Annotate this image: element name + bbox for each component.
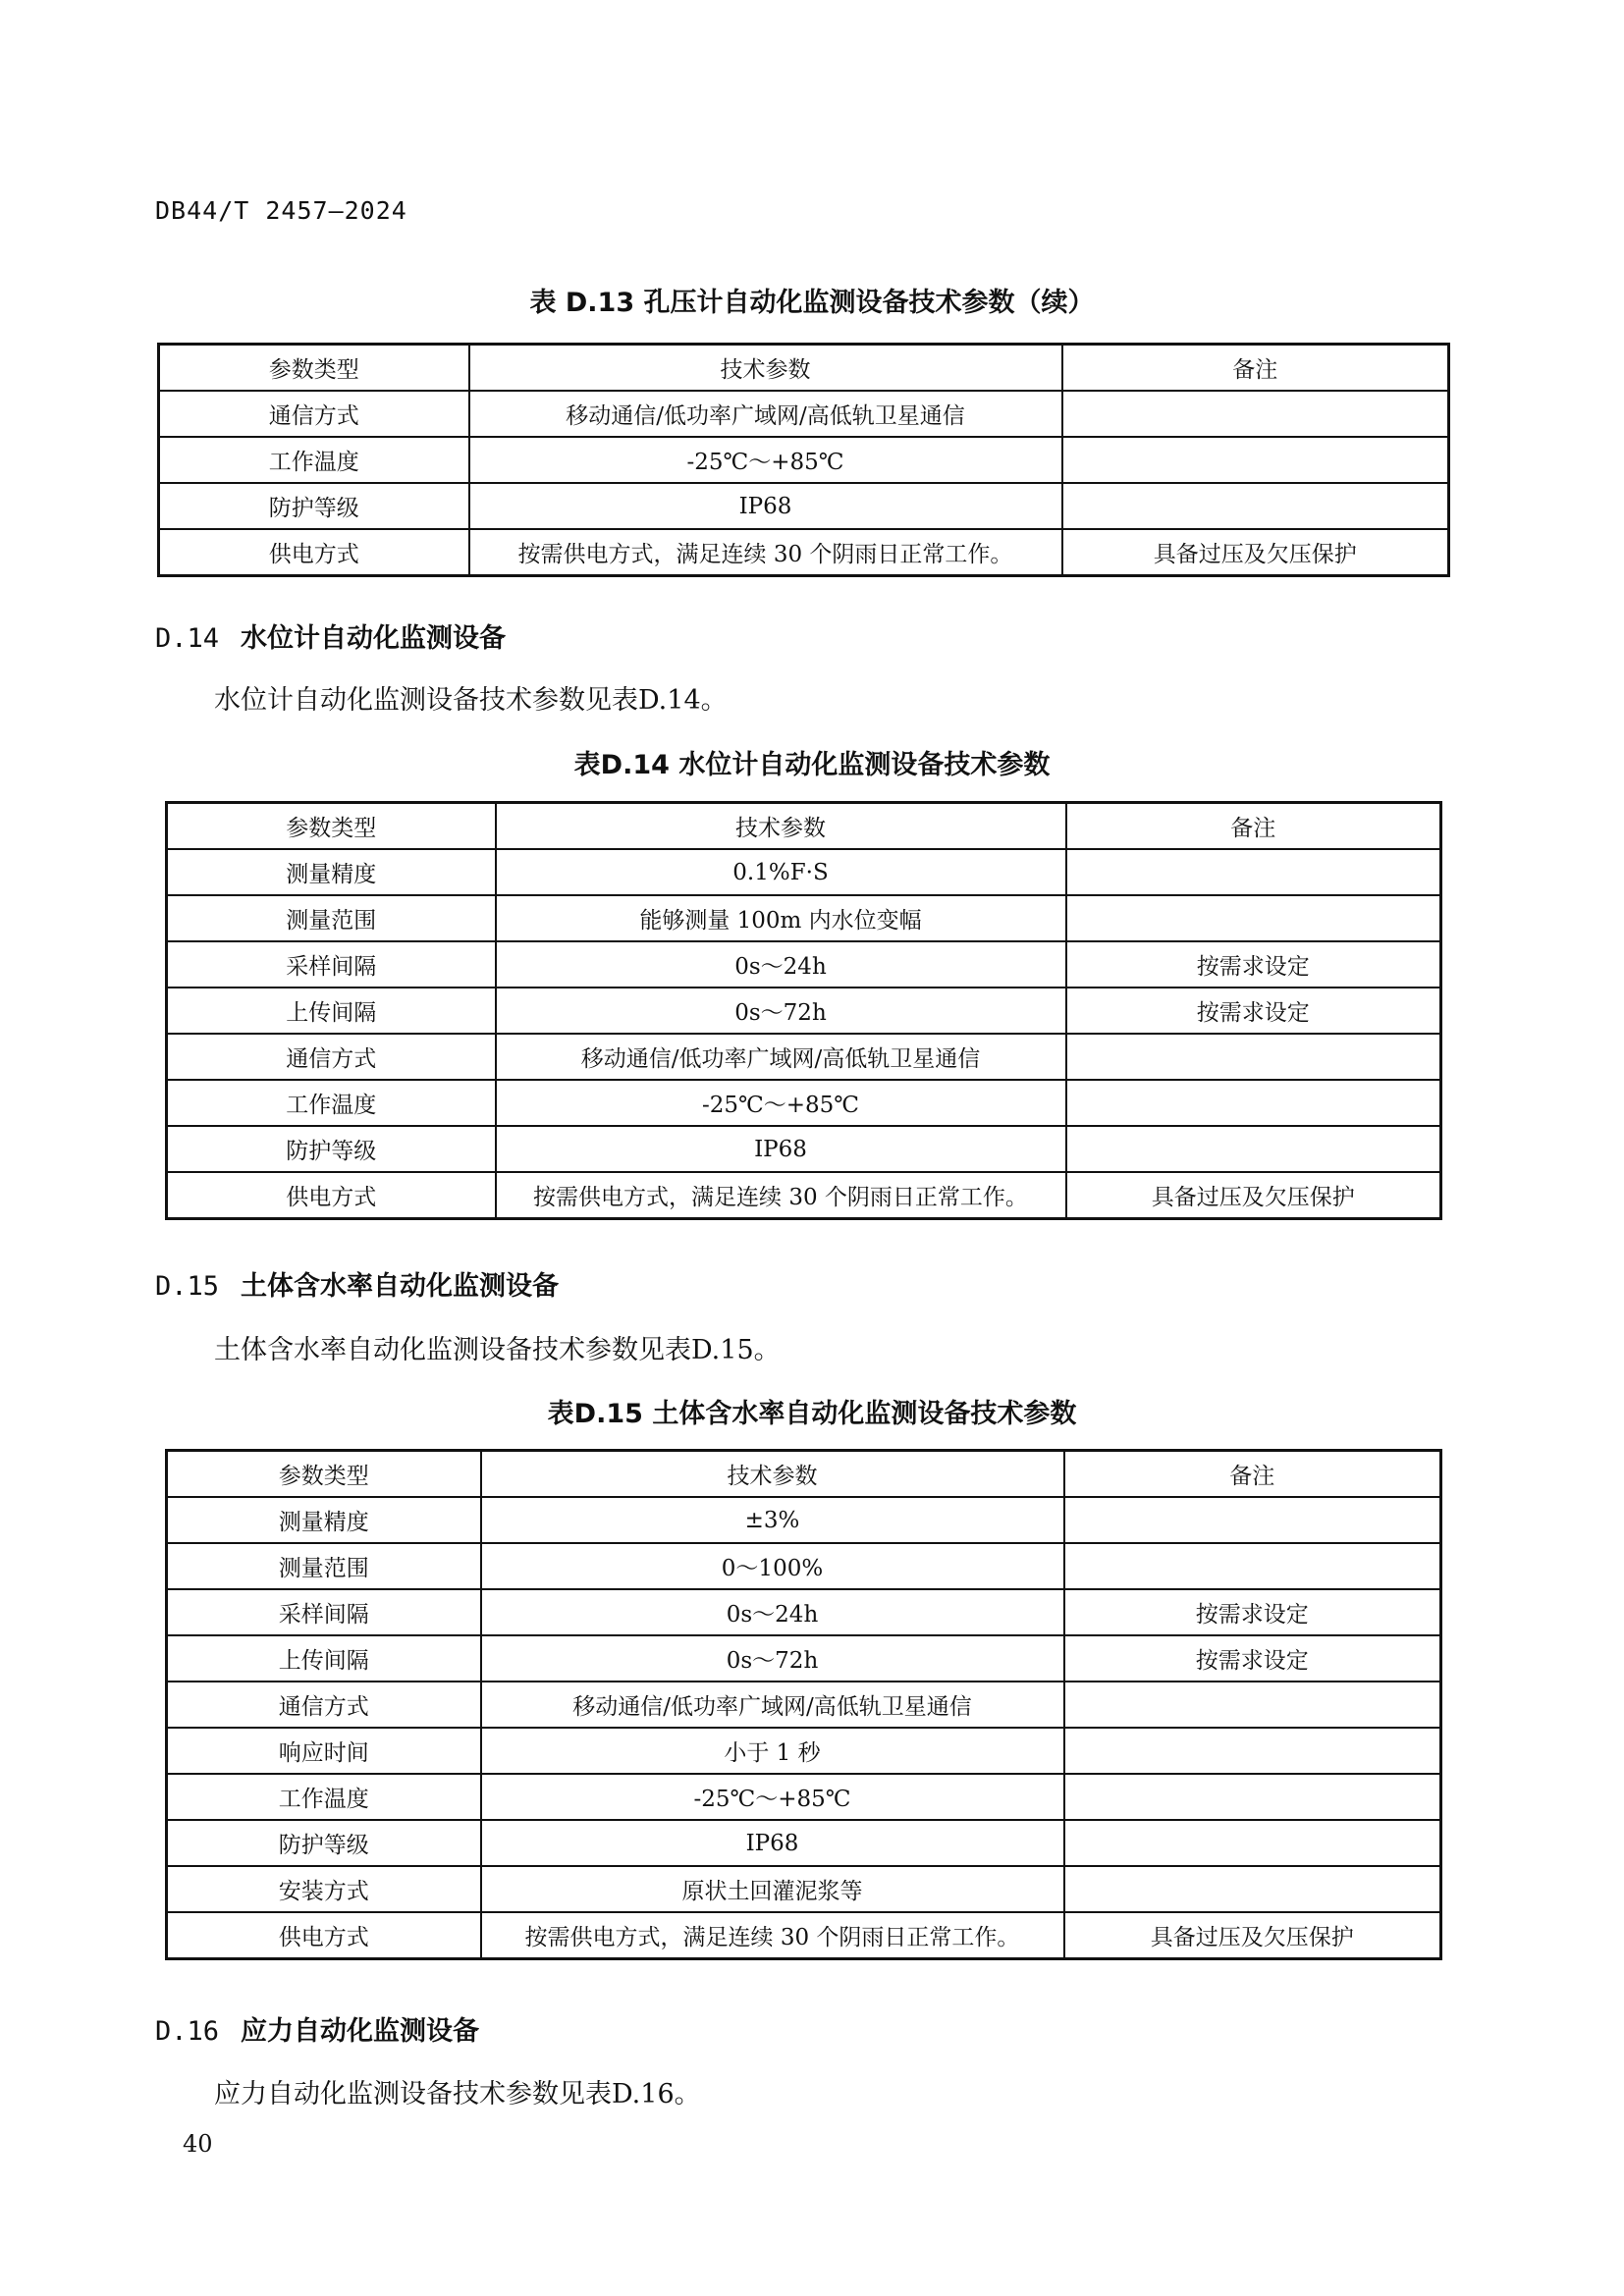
table-cell: 工作温度 <box>159 437 469 483</box>
table-cell <box>1062 437 1449 483</box>
table-cell <box>1062 391 1449 437</box>
column-header: 备注 <box>1064 1451 1441 1498</box>
table-header-row <box>167 803 1441 850</box>
section-d16-heading <box>155 2009 479 2048</box>
column-header: 参数类型 <box>159 345 469 392</box>
table-cell: 移动通信/低功率广域网/高低轨卫星通信 <box>481 1682 1064 1728</box>
page-number: 40 <box>183 2130 213 2158</box>
section-d16-paragraph: 应力自动化监测设备技术参数见表D.16。 <box>214 2079 701 2109</box>
table-cell: IP68 <box>469 483 1062 529</box>
table-cell <box>1064 1543 1441 1589</box>
table-header-row <box>167 1451 1441 1498</box>
table-row <box>167 849 1441 895</box>
table-cell: 供电方式 <box>167 1172 496 1219</box>
table-row <box>167 1912 1441 1959</box>
table-cell: 防护等级 <box>167 1820 481 1866</box>
table-row <box>167 1589 1441 1635</box>
table-cell: 上传间隔 <box>167 1635 481 1682</box>
document-header: DB44/T 2457—2024 <box>155 196 407 225</box>
table-row <box>159 529 1449 576</box>
table-d15 <box>165 1449 1442 1960</box>
table-cell: 具备过压及欠压保护 <box>1062 529 1449 576</box>
table-cell <box>1064 1728 1441 1774</box>
table-d15-caption: 表D.15 土体含水率自动化监测设备技术参数 <box>547 1399 1077 1429</box>
table-cell: 具备过压及欠压保护 <box>1066 1172 1441 1219</box>
table-row <box>159 437 1449 483</box>
table-cell: 工作温度 <box>167 1774 481 1820</box>
column-header: 技术参数 <box>481 1451 1064 1498</box>
table-cell: 0.1%F·S <box>496 849 1066 895</box>
table-cell: 按需求设定 <box>1064 1589 1441 1635</box>
table-cell: 按需求设定 <box>1066 941 1441 988</box>
table-cell <box>1064 1774 1441 1820</box>
table-cell: 测量范围 <box>167 895 496 941</box>
table-cell: 安装方式 <box>167 1866 481 1912</box>
table-cell <box>1062 483 1449 529</box>
column-header: 参数类型 <box>167 1451 481 1498</box>
table-cell <box>1066 1126 1441 1172</box>
table-row <box>167 1172 1441 1219</box>
table-cell <box>1064 1682 1441 1728</box>
section-d14-heading <box>155 616 506 655</box>
table-row <box>167 1774 1441 1820</box>
table-cell: 供电方式 <box>167 1912 481 1959</box>
table-cell: 防护等级 <box>167 1126 496 1172</box>
table-row <box>167 1866 1441 1912</box>
table-row <box>159 391 1449 437</box>
table-cell: 移动通信/低功率广域网/高低轨卫星通信 <box>469 391 1062 437</box>
table-cell: 防护等级 <box>159 483 469 529</box>
table-cell: 原状土回灌泥浆等 <box>481 1866 1064 1912</box>
section-number: D.15 <box>155 1271 220 1302</box>
table-cell: 通信方式 <box>167 1682 481 1728</box>
table-d14 <box>165 801 1442 1220</box>
table-cell: -25℃～+85℃ <box>496 1080 1066 1126</box>
table-row <box>167 1543 1441 1589</box>
table-cell <box>1066 1034 1441 1080</box>
column-header: 参数类型 <box>167 803 496 850</box>
table-cell: 小于 1 秒 <box>481 1728 1064 1774</box>
table-cell <box>1066 1080 1441 1126</box>
table-cell: 0s～24h <box>496 941 1066 988</box>
table-cell: 0～100% <box>481 1543 1064 1589</box>
table-row <box>167 1728 1441 1774</box>
table-cell: 具备过压及欠压保护 <box>1064 1912 1441 1959</box>
table-cell <box>1064 1866 1441 1912</box>
table-row <box>167 1635 1441 1682</box>
table-cell: IP68 <box>481 1820 1064 1866</box>
section-d14-paragraph: 水位计自动化监测设备技术参数见表D.14。 <box>214 685 728 716</box>
section-d15-heading <box>155 1264 559 1303</box>
section-d15-paragraph: 土体含水率自动化监测设备技术参数见表D.15。 <box>214 1335 781 1365</box>
table-cell: 移动通信/低功率广域网/高低轨卫星通信 <box>496 1034 1066 1080</box>
table-cell: 按需供电方式，满足连续 30 个阴雨日正常工作。 <box>481 1912 1064 1959</box>
table-cell: 测量范围 <box>167 1543 481 1589</box>
table-cell: -25℃～+85℃ <box>481 1774 1064 1820</box>
table-cell: 按需供电方式，满足连续 30 个阴雨日正常工作。 <box>469 529 1062 576</box>
section-title: 应力自动化监测设备 <box>241 2016 480 2047</box>
section-number: D.14 <box>155 623 220 654</box>
section-title: 土体含水率自动化监测设备 <box>241 1271 560 1302</box>
column-header: 技术参数 <box>469 345 1062 392</box>
table-row <box>167 1126 1441 1172</box>
table-cell: 按需供电方式，满足连续 30 个阴雨日正常工作。 <box>496 1172 1066 1219</box>
table-d13-caption: 表 D.13 孔压计自动化监测设备技术参数（续） <box>529 288 1095 318</box>
column-header: 备注 <box>1062 345 1449 392</box>
table-cell: 0s～24h <box>481 1589 1064 1635</box>
table-cell: -25℃～+85℃ <box>469 437 1062 483</box>
section-title: 水位计自动化监测设备 <box>241 623 507 654</box>
column-header: 备注 <box>1066 803 1441 850</box>
table-cell: 采样间隔 <box>167 1589 481 1635</box>
table-row <box>167 1682 1441 1728</box>
section-number: D.16 <box>155 2016 220 2047</box>
table-cell: 响应时间 <box>167 1728 481 1774</box>
table-cell: ±3% <box>481 1497 1064 1543</box>
table-cell <box>1064 1820 1441 1866</box>
table-cell <box>1064 1497 1441 1543</box>
table-row <box>159 483 1449 529</box>
table-row <box>167 895 1441 941</box>
table-d13 <box>157 343 1450 577</box>
table-cell: 0s～72h <box>481 1635 1064 1682</box>
table-cell: 通信方式 <box>167 1034 496 1080</box>
table-cell: 测量精度 <box>167 849 496 895</box>
table-cell: IP68 <box>496 1126 1066 1172</box>
table-header-row <box>159 345 1449 392</box>
table-row <box>167 941 1441 988</box>
table-cell: 0s～72h <box>496 988 1066 1034</box>
table-cell: 能够测量 100m 内水位变幅 <box>496 895 1066 941</box>
table-row <box>167 1034 1441 1080</box>
table-cell: 按需求设定 <box>1064 1635 1441 1682</box>
table-cell: 上传间隔 <box>167 988 496 1034</box>
table-cell <box>1066 849 1441 895</box>
table-row <box>167 1497 1441 1543</box>
table-row <box>167 1820 1441 1866</box>
table-cell: 采样间隔 <box>167 941 496 988</box>
table-cell: 测量精度 <box>167 1497 481 1543</box>
table-cell: 工作温度 <box>167 1080 496 1126</box>
table-cell: 通信方式 <box>159 391 469 437</box>
table-cell: 按需求设定 <box>1066 988 1441 1034</box>
column-header: 技术参数 <box>496 803 1066 850</box>
table-d14-caption: 表D.14 水位计自动化监测设备技术参数 <box>573 750 1051 780</box>
table-row <box>167 988 1441 1034</box>
table-cell: 供电方式 <box>159 529 469 576</box>
table-cell <box>1066 895 1441 941</box>
table-row <box>167 1080 1441 1126</box>
